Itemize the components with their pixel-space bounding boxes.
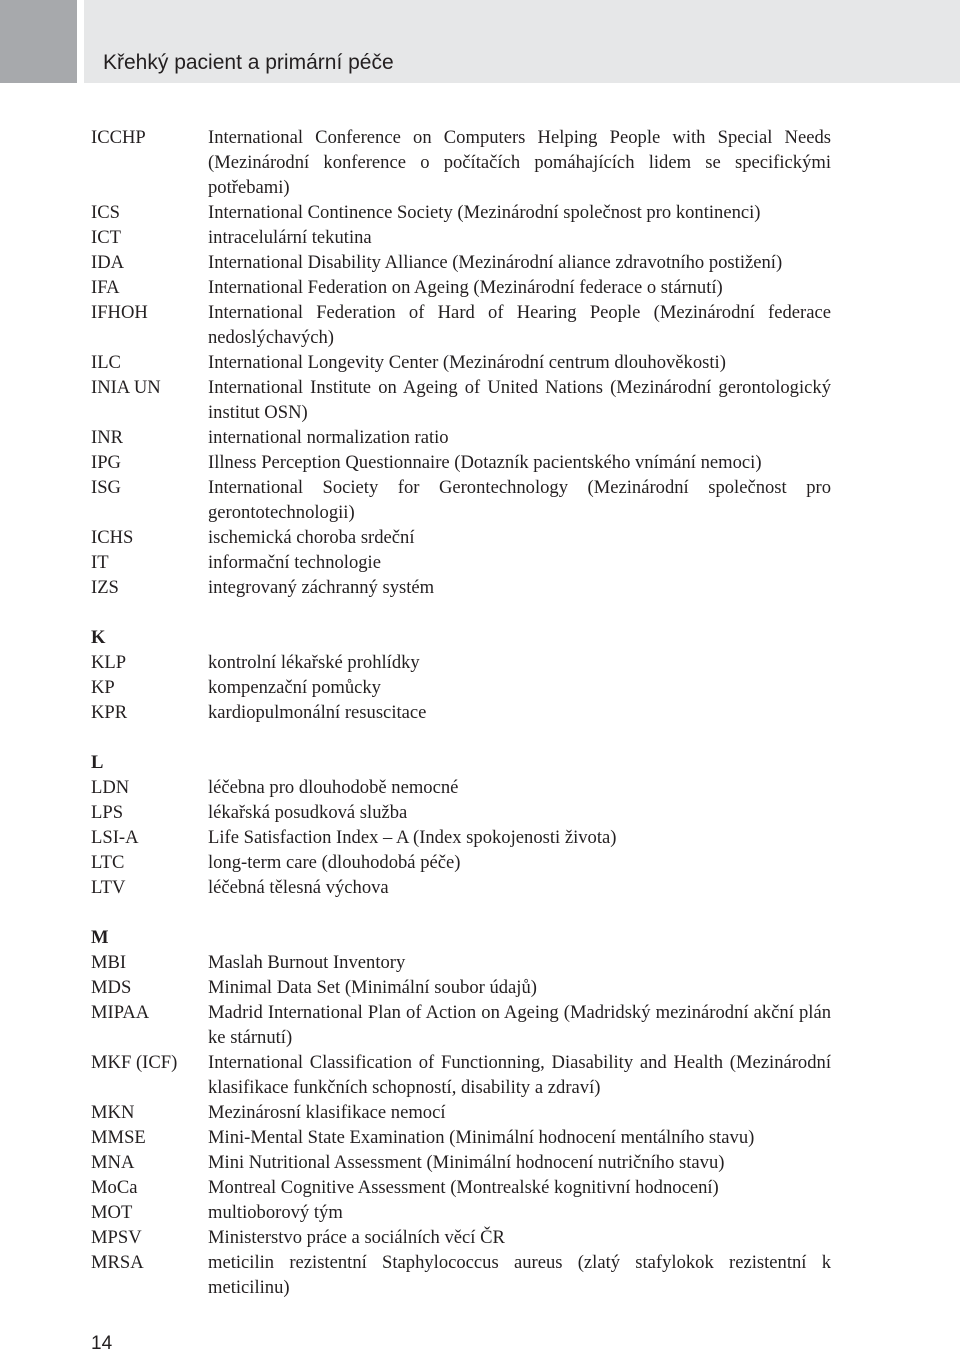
- abbreviation-definition: Maslah Burnout Inventory: [208, 952, 406, 973]
- abbreviation-term: LTV: [91, 877, 126, 898]
- abbreviation-list: [91, 125, 831, 1300]
- running-header-title: Křehký pacient a primární péče: [103, 51, 394, 74]
- abbreviation-term: MBI: [91, 952, 127, 973]
- abbreviation-entry: [91, 425, 831, 450]
- abbreviation-entry: [91, 1100, 831, 1125]
- abbreviation-term: IFA: [91, 277, 120, 298]
- abbreviation-term: ICCHP: [91, 127, 146, 148]
- abbreviation-term: MoCa: [91, 1177, 138, 1198]
- abbreviation-entry: [91, 775, 831, 800]
- abbreviation-entry: [91, 275, 831, 300]
- abbreviation-entry: [91, 1050, 831, 1100]
- abbreviation-definition: intracelulární tekutina: [208, 227, 372, 248]
- abbreviation-term: MMSE: [91, 1127, 146, 1148]
- abbreviation-term: INR: [91, 427, 124, 448]
- abbreviation-definition: International Classification of Functionning, Diasability and Health (Mezinárodní klasifikace funkčních schopností, disability a zdraví): [208, 1052, 831, 1098]
- abbreviation-entry: [91, 575, 831, 600]
- abbreviation-definition: International Federation of Hard of Hearing People (Mezinárodní federace nedoslýchavých): [208, 302, 831, 348]
- abbreviation-entry: [91, 250, 831, 275]
- abbreviation-definition: Ministerstvo práce a sociálních věcí ČR: [208, 1227, 505, 1248]
- page-number: 14: [91, 1333, 113, 1354]
- section-letter-l: L: [91, 752, 104, 773]
- abbreviation-definition: International Longevity Center (Mezinárodní centrum dlouhověkosti): [208, 352, 726, 373]
- abbreviation-definition: Illness Perception Questionnaire (Dotazník pacientského vnímání nemoci): [208, 452, 762, 473]
- abbreviation-term: IFHOH: [91, 302, 148, 323]
- abbreviation-entry: [91, 1000, 831, 1050]
- abbreviation-term: KP: [91, 677, 115, 698]
- abbreviation-entry: [91, 1150, 831, 1175]
- abbreviation-definition: International Society for Gerontechnology (Mezinárodní společnost pro gerontotechnologii): [208, 477, 831, 523]
- abbreviation-term: KPR: [91, 702, 128, 723]
- abbreviation-entry: [91, 1250, 831, 1300]
- abbreviation-definition: International Conference on Computers Helping People with Special Needs (Mezinárodní konference o počítačích pomáhajících lidem se specifickými potřebami): [208, 127, 831, 198]
- abbreviation-entry: [91, 450, 831, 475]
- corner-tab: [0, 0, 77, 83]
- abbreviation-entry: [91, 675, 831, 700]
- abbreviation-definition: Mini Nutritional Assessment (Minimální hodnocení nutričního stavu): [208, 1152, 725, 1173]
- abbreviation-definition: Madrid International Plan of Action on Ageing (Madridský mezinárodní akční plán ke stárnutí): [208, 1002, 831, 1048]
- abbreviation-definition: integrovaný záchranný systém: [208, 577, 435, 598]
- abbreviation-definition: informační technologie: [208, 552, 381, 573]
- abbreviation-definition: léčebná tělesná výchova: [208, 877, 389, 898]
- abbreviation-term: MKF (ICF): [91, 1052, 178, 1073]
- abbreviation-definition: meticilin rezistentní Staphylococcus aureus (zlatý stafylokok rezistentní k meticilinu): [208, 1252, 831, 1298]
- abbreviation-group-i: [91, 125, 831, 600]
- abbreviation-definition: international normalization ratio: [208, 427, 449, 448]
- abbreviation-term: LPS: [91, 802, 124, 823]
- abbreviation-entry: [91, 1125, 831, 1150]
- abbreviation-definition: multioborový tým: [208, 1202, 343, 1223]
- abbreviation-term: INIA UN: [91, 377, 161, 398]
- abbreviation-definition: Montreal Cognitive Assessment (Montrealské kognitivní hodnocení): [208, 1177, 719, 1198]
- abbreviation-term: LSI-A: [91, 827, 139, 848]
- abbreviation-entry: [91, 1200, 831, 1225]
- abbreviation-entry: [91, 650, 831, 675]
- abbreviation-term: MIPAA: [91, 1002, 150, 1023]
- abbreviation-definition: kompenzační pomůcky: [208, 677, 381, 698]
- abbreviation-entry: [91, 950, 831, 975]
- abbreviation-entry: [91, 550, 831, 575]
- abbreviation-group-l: [91, 775, 831, 900]
- abbreviation-term: LTC: [91, 852, 125, 873]
- abbreviation-entry: [91, 1175, 831, 1200]
- abbreviation-term: ICS: [91, 202, 120, 223]
- abbreviation-entry: [91, 125, 831, 200]
- abbreviation-group-m: [91, 950, 831, 1300]
- abbreviation-definition: Mezinárosní klasifikace nemocí: [208, 1102, 446, 1123]
- abbreviation-entry: [91, 1225, 831, 1250]
- abbreviation-definition: long-term care (dlouhodobá péče): [208, 852, 461, 873]
- abbreviation-entry: [91, 975, 831, 1000]
- abbreviation-definition: ischemická choroba srdeční: [208, 527, 415, 548]
- abbreviation-definition: International Continence Society (Mezinárodní společnost pro kontinenci): [208, 202, 761, 223]
- section-letter-m: M: [91, 927, 109, 948]
- abbreviation-definition: International Institute on Ageing of United Nations (Mezinárodní gerontologický institut OSN): [208, 377, 831, 423]
- abbreviation-term: ILC: [91, 352, 121, 373]
- abbreviation-entry: [91, 475, 831, 525]
- abbreviation-term: ICT: [91, 227, 121, 248]
- abbreviation-entry: [91, 200, 831, 225]
- abbreviation-definition: lékařská posudková služba: [208, 802, 408, 823]
- abbreviation-group-k: [91, 650, 831, 725]
- abbreviation-entry: [91, 850, 831, 875]
- abbreviation-term: ICHS: [91, 527, 134, 548]
- abbreviation-definition: International Federation on Ageing (Mezinárodní federace o stárnutí): [208, 277, 723, 298]
- abbreviation-term: IPG: [91, 452, 121, 473]
- abbreviation-term: MDS: [91, 977, 132, 998]
- abbreviation-definition: International Disability Alliance (Mezinárodní aliance zdravotního postižení): [208, 252, 783, 273]
- abbreviation-term: IT: [91, 552, 109, 573]
- abbreviation-entry: [91, 350, 831, 375]
- abbreviation-definition: kontrolní lékařské prohlídky: [208, 652, 420, 673]
- abbreviation-definition: léčebna pro dlouhodobě nemocné: [208, 777, 459, 798]
- abbreviation-definition: Minimal Data Set (Minimální soubor údajů): [208, 977, 537, 998]
- abbreviation-term: MPSV: [91, 1227, 142, 1248]
- abbreviation-term: MOT: [91, 1202, 133, 1223]
- abbreviation-term: MRSA: [91, 1252, 144, 1273]
- abbreviation-entry: [91, 375, 831, 425]
- abbreviation-term: LDN: [91, 777, 130, 798]
- abbreviation-entry: [91, 825, 831, 850]
- abbreviation-entry: [91, 525, 831, 550]
- abbreviation-entry: [91, 800, 831, 825]
- abbreviation-term: IZS: [91, 577, 119, 598]
- abbreviation-definition: kardiopulmonální resuscitace: [208, 702, 427, 723]
- abbreviation-term: MKN: [91, 1102, 135, 1123]
- abbreviation-definition: Life Satisfaction Index – A (Index spokojenosti života): [208, 827, 617, 848]
- abbreviation-term: IDA: [91, 252, 125, 273]
- abbreviation-entry: [91, 700, 831, 725]
- abbreviation-entry: [91, 875, 831, 900]
- abbreviation-entry: [91, 300, 831, 350]
- abbreviation-term: MNA: [91, 1152, 135, 1173]
- abbreviation-term: ISG: [91, 477, 121, 498]
- abbreviation-definition: Mini-Mental State Examination (Minimální hodnocení mentálního stavu): [208, 1127, 755, 1148]
- abbreviation-term: KLP: [91, 652, 127, 673]
- abbreviation-entry: [91, 225, 831, 250]
- section-letter-k: K: [91, 627, 106, 648]
